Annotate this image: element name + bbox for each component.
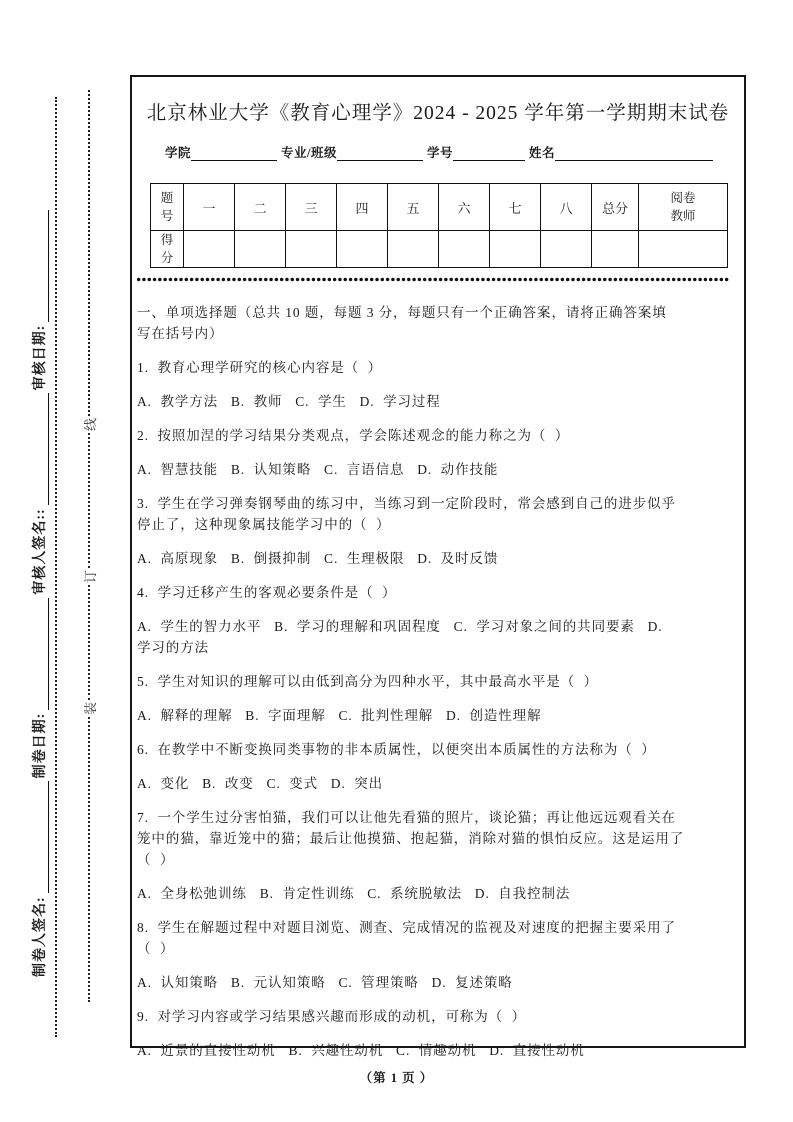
question-text-7-line: 笼中的猫，靠近笼中的猫；最后让他摸猫、抱起猫，消除对猫的惧怕反应。这是运用了 xyxy=(137,831,685,847)
question-options-6 xyxy=(137,773,738,794)
question-options-2-line: A. 智慧技能 B. 认知策略 C. 言语信息 D. 动作技能 xyxy=(137,462,499,478)
section-heading-line: 一、单项选择题（总共 10 题，每题 3 分，每题只有一个正确答案，请将正确答案填 xyxy=(137,305,667,321)
question-text-7 xyxy=(137,807,738,870)
score-table-corner-cell xyxy=(151,184,184,231)
score-cell-8 xyxy=(541,231,592,268)
corner-label-line: 题 xyxy=(160,190,174,205)
question-text-5-line: 5. 学生对知识的理解可以由低到高分为四种水平，其中最高水平是（ ） xyxy=(137,674,599,690)
question-options-9 xyxy=(137,1040,738,1061)
binding-dotted-line-inner xyxy=(55,97,57,1037)
binding-char-ding: 订 xyxy=(82,569,98,583)
seal-blank-maker-signature xyxy=(34,781,49,893)
question-options-7 xyxy=(137,883,738,904)
question-options-3 xyxy=(137,548,738,569)
question-options-4-line: A. 学生的智力水平 B. 学习的理解和巩固程度 C. 学习对象之间的共同要素 D. xyxy=(137,619,663,635)
seal-label-maker-signature: 制卷人签名: xyxy=(33,896,48,977)
section-heading-line: 写在括号内） xyxy=(137,326,224,342)
score-table-col-6: 六 xyxy=(439,184,490,231)
question-text-7-line: （ ） xyxy=(137,852,175,868)
question-text-3-line: 3. 学生在学习弹奏钢琴曲的练习中，当练习到一定阶段时，常会感到自己的进步似乎 xyxy=(137,496,676,512)
questions-area xyxy=(137,302,738,1061)
score-table-col-grader xyxy=(639,184,728,231)
score-table-header-row xyxy=(151,184,728,231)
question-text-3 xyxy=(137,493,738,535)
question-text-6-line: 6. 在教学中不断变换同类事物的非本质属性，以便突出本质属性的方法称为（ ） xyxy=(137,742,656,758)
score-table-col-2: 二 xyxy=(235,184,286,231)
binding-char-zhuang: 装 xyxy=(82,701,98,715)
score-cell-3 xyxy=(286,231,337,268)
question-text-5 xyxy=(137,671,738,692)
grader-label-line: 阅卷 xyxy=(670,190,696,205)
field-blank-major-class xyxy=(337,147,423,161)
field-label-college: 学院 xyxy=(165,146,192,160)
question-options-8 xyxy=(137,972,738,993)
score-cell-2 xyxy=(235,231,286,268)
question-text-7-line: 7. 一个学生过分害怕猫，我们可以让他先看猫的照片，谈论猫；再让他远远观看关在 xyxy=(137,810,676,826)
corner-label-line: 号 xyxy=(160,209,174,223)
score-cell-4 xyxy=(337,231,388,268)
score-label-line: 得 xyxy=(160,233,174,247)
field-label-name: 姓名 xyxy=(529,146,556,160)
grader-label-line: 教师 xyxy=(670,209,696,223)
student-info-row xyxy=(165,143,713,161)
score-table-col-total: 总分 xyxy=(592,184,639,231)
question-text-6 xyxy=(137,739,738,760)
question-text-8 xyxy=(137,917,738,959)
section-heading xyxy=(137,302,738,344)
field-blank-college xyxy=(191,147,277,161)
score-table-col-3: 三 xyxy=(286,184,337,231)
question-options-3-line: A. 高原现象 B. 倒摄抑制 C. 生理极限 D. 及时反馈 xyxy=(137,551,499,567)
seal-labels-column xyxy=(23,42,49,1082)
question-options-4 xyxy=(137,616,738,658)
field-label-student-id: 学号 xyxy=(427,146,454,160)
seal-blank-reviewer-date xyxy=(34,210,49,322)
question-options-7-line: A. 全身松弛训练 B. 肯定性训练 C. 系统脱敏法 D. 自我控制法 xyxy=(137,886,571,902)
score-table-col-1: 一 xyxy=(184,184,235,231)
question-options-1-line: A. 教学方法 B. 教师 C. 学生 D. 学习过程 xyxy=(137,394,441,410)
dotted-segment xyxy=(88,90,90,416)
dotted-segment xyxy=(88,717,90,1002)
question-options-5-line: A. 解释的理解 B. 字面理解 C. 批判性理解 D. 创造性理解 xyxy=(137,708,542,724)
score-cell-6 xyxy=(439,231,490,268)
question-options-8-line: A. 认知策略 B. 元认知策略 C. 管理策略 D. 复述策略 xyxy=(137,975,513,991)
score-cell-total xyxy=(592,231,639,268)
question-options-9-line: A. 近景的直接性动机 B. 兴趣性动机 C. 情趣动机 D. 直接性动机 xyxy=(137,1043,585,1059)
score-cell-1 xyxy=(184,231,235,268)
question-options-6-line: A. 变化 B. 改变 C. 变式 D. 突出 xyxy=(137,776,384,792)
question-text-2 xyxy=(137,425,738,446)
question-text-9-line: 9. 对学习内容或学习结果感兴趣而形成的动机，可称为（ ） xyxy=(137,1009,527,1025)
question-options-5 xyxy=(137,705,738,726)
exam-title: 北京林业大学《教育心理学》2024 - 2025 学年第一学期期末试卷 xyxy=(146,103,730,124)
score-table-col-7: 七 xyxy=(490,184,541,231)
score-label-line: 分 xyxy=(160,251,174,266)
question-text-4-line: 4. 学习迁移产生的客观必要条件是（ ） xyxy=(137,585,397,601)
question-options-2 xyxy=(137,459,738,480)
score-table-col-5: 五 xyxy=(388,184,439,231)
field-blank-name xyxy=(555,147,713,161)
dotted-separator xyxy=(136,277,729,282)
question-options-4-line: 学习的方法 xyxy=(137,640,209,656)
question-text-9 xyxy=(137,1006,738,1027)
field-label-major-class: 专业/班级 xyxy=(281,146,337,160)
seal-blank-maker-date xyxy=(34,598,49,710)
question-text-1 xyxy=(137,357,738,378)
score-cell-grader xyxy=(639,231,728,268)
score-cell-5 xyxy=(388,231,439,268)
question-text-2-line: 2. 按照加涅的学习结果分类观点，学会陈述观念的能力称之为（ ） xyxy=(137,428,570,444)
question-text-3-line: 停止了，这种现象属技能学习中的（ ） xyxy=(137,517,391,533)
field-blank-student-id xyxy=(453,147,525,161)
score-row-label-cell xyxy=(151,231,184,268)
dotted-segment xyxy=(88,433,90,568)
question-text-8-line: （ ） xyxy=(137,941,175,957)
score-cell-7 xyxy=(490,231,541,268)
page-footer: （第 1 页 ） xyxy=(359,1071,434,1085)
score-table-col-4: 四 xyxy=(337,184,388,231)
binding-dotted-line-outer xyxy=(79,90,99,1002)
score-table xyxy=(150,183,728,268)
question-options-1 xyxy=(137,391,738,412)
question-text-8-line: 8. 学生在解题过程中对题目浏览、测查、完成情况的监视及对速度的把握主要采用了 xyxy=(137,920,676,936)
seal-label-maker-date: 制卷日期: xyxy=(33,712,48,779)
binding-char-xian: 线 xyxy=(82,417,98,431)
score-table-col-8: 八 xyxy=(541,184,592,231)
dotted-segment xyxy=(88,585,90,700)
seal-label-reviewer-signature: 审核人签名:: xyxy=(33,508,48,595)
question-text-1-line: 1. 教育心理学研究的核心内容是（ ） xyxy=(137,360,383,376)
question-text-4 xyxy=(137,582,738,603)
exam-content-box xyxy=(130,75,746,1059)
score-table-score-row xyxy=(151,231,728,268)
seal-blank-reviewer-signature xyxy=(34,393,49,505)
seal-label-reviewer-date: 审核日期: xyxy=(33,324,48,391)
seal-margin xyxy=(15,42,115,1082)
